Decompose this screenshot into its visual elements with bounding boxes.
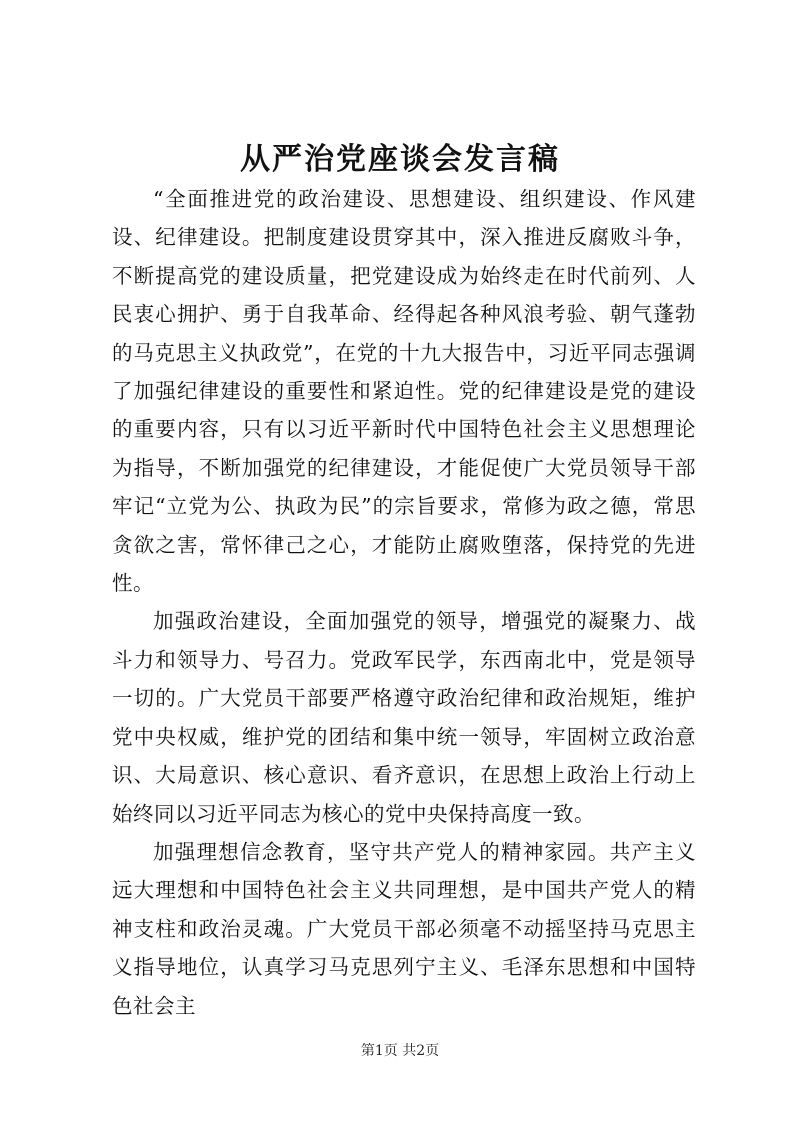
document-body (112, 180, 696, 1025)
paragraph-1: “全面推进党的政治建设、思想建设、组织建设、作风建设、纪律建设。把制度建设贯穿其中，深入推进反腐败斗争，不断提高党的建设质量，把党建设成为始终走在时代前列、人民衷心拥护、勇于自我革命、经得起各种风浪考验、朝气蓬勃的马克思主义执政党”，在党的十九大报告中，习近平同志强调了加强纪律建设的重要性和紧迫性。党的纪律建设是党的建设的重要内容，只有以习近平新时代中国特色社会主义思想理论为指导，不断加强党的纪律建设，才能促使广大党员领导干部牢记“立党为公、执政为民”的宗旨要求，常修为政之德，常思贪欲之害，常怀律己之心，才能防止腐败堕落，保持党的先进性。 (112, 187, 696, 596)
paragraph-2: 加强政治建设，全面加强党的领导，增强党的凝聚力、战斗力和领导力、号召力。党政军民学，东西南北中，党是领导一切的。广大党员干部要严格遵守政治纪律和政治规矩，维护党中央权威，维护党的团结和集中统一领导，牢固树立政治意识、大局意识、核心意识、看齐意识，在思想上政治上行动上始终同以习近平同志为核心的党中央保持高度一致。 (112, 609, 696, 826)
document-title: 从严治党座谈会发言稿 (240, 142, 560, 177)
paragraph-3: 加强理想信念教育，坚守共产党人的精神家园。共产主义远大理想和中国特色社会主义共同理想，是中国共产党人的精神支柱和政治灵魂。广大党员干部必须毫不动摇坚持马克思主义指导地位，认真学习马克思列宁主义、毛泽东思想和中国特色社会主 (112, 839, 696, 1018)
page-footer: 第1页 共2页 (360, 1043, 440, 1059)
